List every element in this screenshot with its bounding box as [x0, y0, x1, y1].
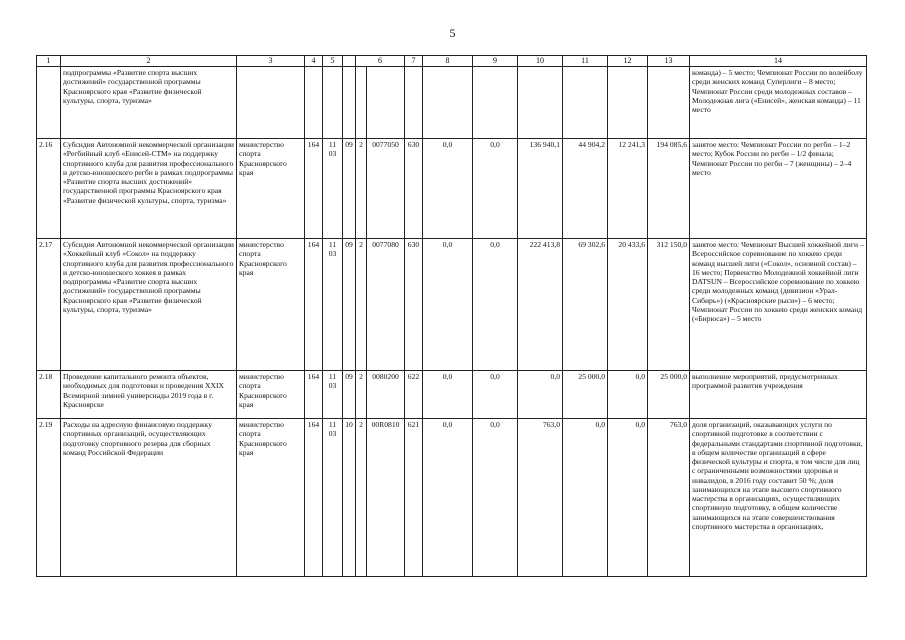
col-header: 7	[405, 56, 423, 67]
subprogram-code: 2	[356, 419, 367, 577]
csr-code: 0077080	[367, 239, 405, 371]
col-header: 9	[473, 56, 518, 67]
col-header	[343, 56, 356, 67]
value-col11: 25 000,0	[563, 371, 608, 419]
col-header: 13	[648, 56, 690, 67]
measure-name: Проведение капитального ремонта объектов, необходимых для подготовки и проведения XXIX Всемирной зимней универсиады 2019 года в г. Красноярске	[61, 371, 237, 419]
expected-result: занятое место: Чемпионат России по регби – 1–2 место; Кубок России по регби – 1/2 финала; Чемпионат России по регби – 7 (женщины) – 2–4 место	[690, 139, 867, 239]
vr-code: 630	[405, 239, 423, 371]
col-header: 6	[356, 56, 405, 67]
table-row	[37, 139, 867, 239]
col-header: 5	[323, 56, 343, 67]
vr-code: 622	[405, 371, 423, 419]
vr-code: 630	[405, 139, 423, 239]
value-col9: 0,0	[473, 371, 518, 419]
ministry: министерство спорта Красноярского края	[237, 239, 305, 371]
value-col10: 222 413,8	[518, 239, 563, 371]
value-total: 312 150,0	[648, 239, 690, 371]
col-header: 12	[608, 56, 648, 67]
program-code: 09	[343, 371, 356, 419]
grbs-code: 164	[305, 371, 323, 419]
measure-name: подпрограммы «Развитие спорта высших достижений» государственной программы Красноярского края «Развитие физической культуры, спорта, туризма»	[61, 67, 237, 139]
col-header: 4	[305, 56, 323, 67]
col-header: 14	[690, 56, 867, 67]
subprogram-code: 2	[356, 371, 367, 419]
row-number	[37, 67, 61, 139]
rz-pr-code: 11 03	[323, 419, 343, 577]
col-header: 3	[237, 56, 305, 67]
value-col12: 0,0	[608, 371, 648, 419]
ministry: министерство спорта Красноярского края	[237, 419, 305, 577]
value-total: 25 000,0	[648, 371, 690, 419]
rz-pr-code: 11 03	[323, 371, 343, 419]
rz-pr-code: 11 03	[323, 139, 343, 239]
measure-name: Субсидия Автономной некоммерческой организации «Регбийный клуб «Енисей-СТМ» на поддержку спортивного клуба для развития профессионального и детско-юношеского регби в рамках подпрограммы «Развитие спорта высших достижений» государственной программы Красноярского края «Развитие физической культуры, спорта, туризма»	[61, 139, 237, 239]
value-col11: 44 904,2	[563, 139, 608, 239]
expected-result: команда) – 5 место; Чемпионат России по волейболу среди женских команд Суперлиги – 8 место; Чемпионат России среди молодежных составов – Молодежная лига («Енисей», женская команда) – 11 место	[690, 67, 867, 139]
value-total: 763,0	[648, 419, 690, 577]
col-header: 2	[61, 56, 237, 67]
table-row	[37, 239, 867, 371]
value-col12: 0,0	[608, 419, 648, 577]
subprogram-code: 2	[356, 239, 367, 371]
program-table	[36, 55, 867, 577]
program-code: 09	[343, 139, 356, 239]
rz-pr-code: 11 03	[323, 239, 343, 371]
value-col11: 0,0	[563, 419, 608, 577]
col-header: 10	[518, 56, 563, 67]
col-header: 1	[37, 56, 61, 67]
value-col8: 0,0	[423, 371, 473, 419]
expected-result: занятое место: Чемпионат Высшей хоккейной лиги – Всероссийское соревнование по хоккею среди команд высшей лиги («Сокол», основной состав) – 16 место; Первенство Молодежной хоккейной лиги DATSUN – Всероссийское соревнование по хоккею среди молодежных команд (дивизион «Урал-Сибирь») («Красноярские рыси») – 6 место; Чемпионат России по хоккею среди женских команд («Бирюса») – 5 место	[690, 239, 867, 371]
value-col10: 136 940,1	[518, 139, 563, 239]
header-row	[37, 56, 867, 67]
value-col9: 0,0	[473, 419, 518, 577]
subprogram-code: 2	[356, 139, 367, 239]
program-code: 10	[343, 419, 356, 577]
expected-result: доля организаций, оказывающих услуги по спортивной подготовке в соответствии с федеральными стандартами спортивной подготовки, в общем количестве организаций в сфере физической культуры и спорта, в том числе для лиц с ограниченными возможностями здоровья и инвалидов, в 2016 году составит 50 %; доля занимающихся на этапе высшего спортивного мастерства в организациях, осуществляющих спортивную подготовку, в общем количестве занимающихся на этапе совершенствования спортивного мастерства в организациях,	[690, 419, 867, 577]
csr-code: 00R0810	[367, 419, 405, 577]
grbs-code: 164	[305, 239, 323, 371]
value-col9: 0,0	[473, 239, 518, 371]
row-number: 2.16	[37, 139, 61, 239]
value-col11: 69 302,6	[563, 239, 608, 371]
value-col8: 0,0	[423, 139, 473, 239]
program-code: 09	[343, 239, 356, 371]
value-col10: 0,0	[518, 371, 563, 419]
vr-code: 621	[405, 419, 423, 577]
row-number: 2.18	[37, 371, 61, 419]
value-col12: 12 241,3	[608, 139, 648, 239]
value-col8: 0,0	[423, 419, 473, 577]
row-number: 2.19	[37, 419, 61, 577]
table-row	[37, 419, 867, 577]
measure-name: Расходы на адресную финансовую поддержку спортивных организаций, осуществляющих подготовку спортивного резерва для сборных команд Российской Федерации	[61, 419, 237, 577]
value-col10: 763,0	[518, 419, 563, 577]
measure-name: Субсидия Автономной некоммерческой организации «Хоккейный клуб «Сокол» на поддержку спортивного клуба для развития профессионального и детско-юношеского хоккея в рамках подпрограммы «Развитие спорта высших достижений» государственной программы Красноярского края «Развитие физической культуры, спорта, туризма»	[61, 239, 237, 371]
grbs-code: 164	[305, 419, 323, 577]
table-row	[37, 67, 867, 139]
csr-code: 0077050	[367, 139, 405, 239]
col-header: 11	[563, 56, 608, 67]
csr-code: 0080200	[367, 371, 405, 419]
col-header: 8	[423, 56, 473, 67]
table-row	[37, 371, 867, 419]
page-number: 5	[449, 26, 456, 40]
expected-result: выполнение мероприятий, предусмотренных программой развития учреждения	[690, 371, 867, 419]
value-total: 194 085,6	[648, 139, 690, 239]
ministry: министерство спорта Красноярского края	[237, 371, 305, 419]
value-col12: 20 433,6	[608, 239, 648, 371]
grbs-code: 164	[305, 139, 323, 239]
value-col8: 0,0	[423, 239, 473, 371]
row-number: 2.17	[37, 239, 61, 371]
value-col9: 0,0	[473, 139, 518, 239]
ministry: министерство спорта Красноярского края	[237, 139, 305, 239]
